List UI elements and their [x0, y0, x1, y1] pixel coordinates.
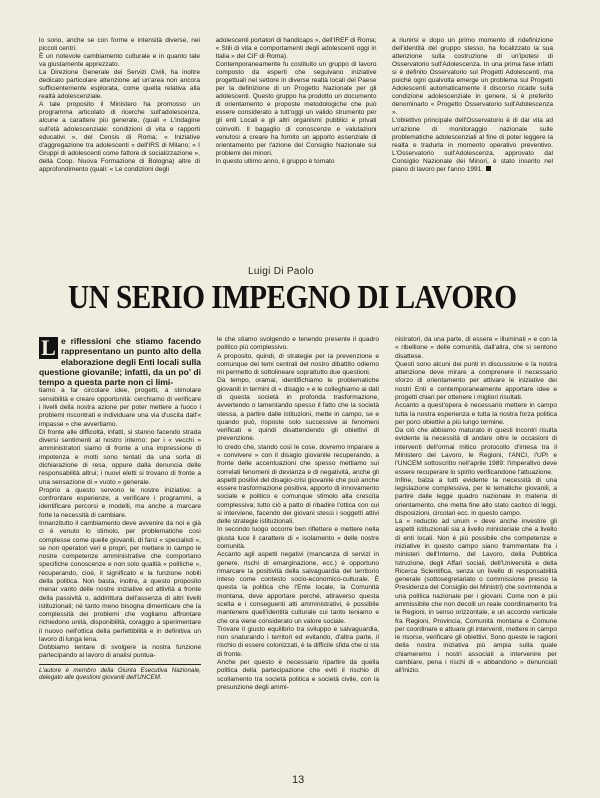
top-text-columns	[39, 37, 553, 197]
paragraph: In secondo luogo occorre ben riflettere e mettere nella giusta luce il carattere di « isolamento » delle nostre comunità.	[217, 526, 379, 551]
paragraph: adolescenti portatori di handicaps », dell'IREF di Roma; « Stili di vita e comportamenti degli adolescenti oggi in Italia » del CIF di Roma).	[215, 37, 377, 61]
top-column-3	[392, 37, 553, 197]
page-number: 13	[292, 774, 305, 786]
article-body	[39, 336, 557, 764]
paragraph	[392, 117, 553, 173]
author-byline: Luigi Di Paolo	[248, 266, 314, 277]
article-column-3	[395, 336, 557, 764]
paragraph: Questi sono alcuni dei punti in discussione e la nostra attenzione deve mirare a comprenere il necessario sforzo di orientamento per attivare le iniziative dei nostri Enti e contemporaneamente apportare idee e progetti chiari per ottenere i migliori risultati.	[395, 360, 557, 401]
paragraph: le che stiamo svolgendo e tenendo presente il quadro politico più complessivo.	[217, 336, 379, 352]
article-column-2	[217, 336, 379, 764]
paragraph: Da ciò che abbiamo maturato in questi incontri risulta evidente la necessità di andare oltre le occasioni di interventi dell'ormai mitico protocollo d'intesa tra il Ministero del Lavoro, le Regioni, l'ANCI, l'UPI e l'UNCEM sottoscritto nell'aprile 1989: l'imperativo deve essere recuperare lo spirito verificandone l'attuazione.	[395, 427, 557, 476]
paragraph: In questo ultimo anno, il gruppo è tornato	[215, 157, 335, 165]
paragraph: Accanto a quest'opera è necessario mettere in campo tutta la nostra esperienza e tutta la nostra forza politica per porci obiettivi a più lungo termine.	[395, 402, 557, 426]
article-column-1	[39, 336, 201, 764]
paragraph: lo sono, anche se con forme e intensità diverse, nei piccoli centri.	[39, 37, 200, 53]
paragraph: a riunirsi e dopo un primo momento di ridefinizione dell'identità del gruppo stesso, ha focalizzato la sua attenzione sulla costruzione di un'ipotesi di Osservatorio sull'Adolescenza. In una prima fase infatti si è definito Osservatorio sul Progetti Adolescenti, ma poiché ogni qualvolta emerge un problema sui Progetti Adolescenti automaticamente il discorso ricade sulla condizione adolescenziale in genere, si è preferito denominarlo « Progetto Osservatorio sull'Adolescenza ».	[392, 37, 553, 117]
paragraph: Di fronte alle difficoltà, infatti, si stanno facendo strada diversi sentimenti al nostro interno: per i « vecchi » amministratori siamo di fronte a una impressione di impotenza e molti sono tentati da una sorta di dichiarazione di resa, oppure dalla denuncia delle responsabilità altrui; i nuovi eletti si trovano di fronte a una sensazione di « vuoto » generale.	[39, 428, 201, 486]
lead-paragraph	[39, 336, 201, 387]
paragraph: nistratori, da una parte, di essere « illuminati » e con la « ribellione » delle comunità, dall'altra, che si sentono disattese.	[395, 336, 557, 360]
paragraph: Innanzitutto il cambiamento deve avvenire da noi e già ci è venuto lo stimolo, per problematiche così complesse come quelle giovanili, di farci « specialisti », se non operatori veri e propri, per mettere in campo le nostre competenze amministrative che comportano specifiche conoscenze e non solo qualità « politiche », recuperando, cioè, il significato e la funzione nobili della politica. Non basta, inoltre, a questo proposito menar vanto delle nostre iniziative ed attività a fronte della passività o, addirittura dell'assenza di altri livelli istituzionali; né tanto meno bisogna dimenticare che la complessità dei problemi che vogliamo affrontare richiedono unità, disponibilità, coraggio a sperimentare il nuovo nell'ottica della perfettibilità e in definitiva un lavoro di lunga lena.	[39, 519, 201, 643]
paragraph: A proposito, quindi, di strategie per la prevenzione e comunque dei temi centrali del nostro dibattito odierno mi permetto di sottolineare soprattutto due questioni.	[217, 352, 379, 377]
paragraph: Accanto agli aspetti negativi (mancanza di servizi in genere, rischi di emarginazione, ecc.) è opportuno rimarcare la positività della salvaguardia del territorio inteso come contesto socio-economico-culturale. È questa la politica che l'Ente locale, la Comunità montana, deve apportare perché, attraverso questa scelta e i conseguenti atti amministrativi, è possibile mantenere quell'identità culturale cui tanto teniamo e che ora viene considerato un valore sociale.	[217, 551, 379, 625]
paragraph: tiamo a far circolare idee, progetti, a stimolare sensibilità e creare opportunità: cerchiamo di verificare i livelli della nostra azione per poter mettere a fuoco i problemi riscontrati e individuare una via d'uscita dall'« impasse » che avvertiamo.	[39, 387, 201, 428]
paragraph: Anche per questo è necessario ripartire da quella politica della partecipazione che eviti il rischio di scollamento tra società politica e società civile, con la presunzione degli ammi-	[217, 658, 379, 691]
paragraph: Proprio a questo servono le nostre iniziative: a confrontare esperienze, a verificare i programmi, a identificare percorsi e modelli, ma anche a marcare forte la necessità di cambiare.	[39, 486, 201, 519]
top-column-2	[216, 37, 377, 197]
author-note: L'autore è membro della Giunta Esecutiva Nazionale, delegato alle questioni giovanili dell'UNCEM.	[39, 664, 201, 682]
paragraph: A tale proposito il Ministero ha promosso un programma articolato di ricerche sull'adolescenza, alcune a carattere più generale, (quali « L'indagine sull'età adolescenziale: condizioni di vita e rapporti educativi », del Censis di Roma; « Iniziative d'aggregazione tra adolescenti » dell'IRS di Milano; « I Gruppi di adolescenti come fattore di socializzazione », della Coop. Nuova Formazione di Bologna) altre di approfondimento (quali: « Le condizioni degli	[39, 101, 200, 173]
paragraph: La Direzione Generale dei Servizi Civili, ha inoltre dedicato particolare attenzione ad un'area non ancora sufficientemente esplorata, come quella relativa alla realtà adolescenziale.	[39, 69, 200, 101]
paragraph: Io credo che, stando così le cose, dovremo imparare a « convivere » con il disagio giovanile recuperando, a fronte delle accentuazioni che spesso mettiamo sui correlati fenomeni di devianza e di negatività, anche gli aspetti positivi del disagio-crisi giovanile che può anche essere trasformazione positiva, apporto di innovamento sociale e politico e comunque stimolo alla crescita complessiva; tutto ciò a patto di ribadire l'ottica con cui si interviene, facendo dei giovani stessi i soggetti attivi delle strategie istituzionali.	[217, 443, 379, 526]
top-column-1	[39, 37, 200, 197]
drop-cap: L	[39, 337, 58, 359]
end-of-article-mark	[486, 166, 491, 171]
lead-text: e riflessioni che stiamo facendo rappresentano un punto alto della elaborazione degli Enti locali sulla questione giovanile; infatti, da un po' di tempo a questa parte non ci limi-	[39, 336, 201, 388]
article-headline: UN SERIO IMPEGNO DI LAVORO	[68, 279, 517, 316]
paragraph: Contemporaneamente fu costituito un gruppo di lavoro composto da esperti che seguivano iniziative progettuali nel settore in diverse realtà locali del Paese per la definizione di un Progetto Nazionale per gli adolescenti. Questo gruppo ha prodotto un documento di orientamento e proposte metodologiche che può essere considerato a tutt'oggi un valido strumento per gli enti Locali e gli altri organismi pubblici e privati coinvolti. Il bagaglio di conoscenze e valutazioni venutosi a creare ha fornito un apporto essenziale di orientamento per l'azione del Consiglio Nazionale sui problemi dei minori.	[215, 61, 377, 157]
paragraph: È un notevole cambiamento culturale e in quanto tale va giustamente apprezzato.	[39, 53, 200, 69]
paragraph: Infine, balza a tutti evidente la necessità di una legislazione complessiva, per le tematiche giovanili, a partire dalle legge quadro nazionale in materia di orientamento, che metta fine allo stato caotico di leggi, disposizioni, circolari ecc. in questo campo.	[395, 476, 557, 517]
paragraph-text: L'obiettivo principale dell'Osservatorio è di dar vita ad un'azione di monitoraggio nazionale sulle problematiche adolescenziali al fine di poter leggere la realtà e tradurla in momento operativo preventivo. L'Osservatorio sull'Adolescenza, approvato dal Consiglio Nazionale dei Minori, è stato inserito nel piano di lavoro per l'anno 1991.	[392, 117, 553, 173]
paragraph: Dobbiamo tentare di svolgere la nostra funzione partecipando al lavoro di analisi puntua-	[39, 644, 201, 660]
paragraph: La « reductio ad unum » deve anche investire gli aspetti istituzionali sia a livello ministeriale che a livello di enti locali. Non è più possibile che competenze e iniziative in questo campo siano frammentate fra i ministeri dell'Interno, del Lavoro, della Pubblica Istruzione, degli Affari sociali, dell'Università e della Ricerca Scientifica, senza un livello di responsabilità generale (sottosegretariato o commissione presso la Presidenza del Consiglio dei Ministri) che sovrintenda a una politica nazionale per i giovani. Come non è più ammissibile che non decolli un reale coordinamento fra le Regioni, in senso orizzontale, e un accordo verticale fra Regioni, Provincia, Comunità montana e Comune per coordinare e attuare gli interventi, mettere in campo le risorse, verificare gli obiettivi. Sono queste le ragioni della nostra iniziativa più ampia sulla quale chiameremo i nostri associati a intervenire per cambiare, pena i rischi di « abbandono » denunciati all'inizio.	[395, 518, 557, 675]
paragraph: Da tempo, oramai, identifichiamo le problematiche giovanili in termini di « disagio » e le colleghiamo ai dati di questa società in profonda trasformazione, avvertendo o lamentando spesso il fatto che la società stessa, a partire dalle istituzioni, mette in campo, se e quando può, risposte solo successive ai fenomeni verificati e quindi disattendendo gli obiettivi di prevenzione.	[217, 377, 379, 443]
paragraph: Trovare il giusto equilibrio tra sviluppo e salvaguardia, non snaturando i territori ed evitando, d'altra parte, il rischio di essere colonizzati, è la difficile sfida che ci sta di fronte.	[217, 625, 379, 658]
